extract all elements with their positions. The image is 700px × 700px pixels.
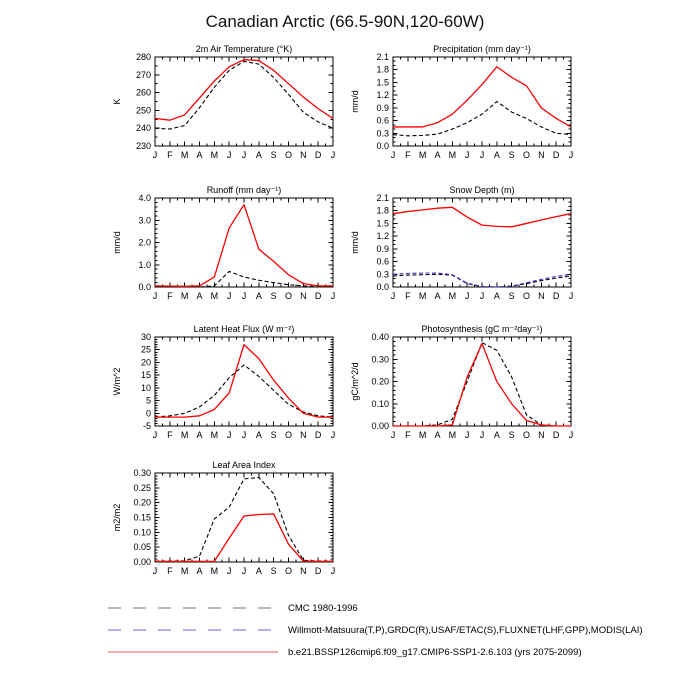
x-tick-label: J (226, 291, 232, 301)
y-tick-label: 0.10 (371, 398, 389, 409)
x-tick-label: S (270, 566, 277, 576)
chart-precipitation (338, 42, 588, 170)
x-tick-label: N (300, 430, 307, 440)
x-tick-label: J (226, 430, 232, 440)
x-tick-label: F (405, 150, 411, 160)
x-tick-label: J (152, 150, 158, 160)
y-tick-label: 270 (135, 69, 151, 80)
y-tick-label: 0.3 (376, 269, 389, 280)
x-tick-label: N (538, 291, 545, 301)
x-tick-label: J (568, 430, 574, 440)
x-tick-label: J (241, 150, 247, 160)
x-tick-label: S (270, 291, 277, 301)
x-tick-label: J (241, 566, 247, 576)
series-model (155, 205, 333, 287)
x-tick-label: O (522, 291, 531, 301)
y-tick-label: 1.2 (376, 90, 389, 101)
chart-2m-air-temperature (100, 42, 350, 170)
x-tick-label: D (314, 291, 322, 301)
y-tick-label: 260 (135, 87, 151, 98)
y-tick-label: 2.1 (376, 52, 389, 62)
y-tick-label: 0.30 (133, 468, 151, 478)
y-tick-label: 0.30 (371, 354, 389, 365)
y-tick-label: 0.05 (133, 542, 151, 553)
x-tick-label: N (538, 430, 545, 440)
x-tick-label: D (552, 291, 560, 301)
x-tick-label: J (226, 150, 232, 160)
y-tick-label: 25 (140, 344, 151, 355)
y-tick-label: 1.8 (376, 64, 389, 75)
x-tick-label: N (300, 150, 307, 160)
x-tick-label: J (330, 150, 336, 160)
plot-frame (393, 198, 571, 287)
series-model (155, 60, 333, 121)
y-tick-label: 2.1 (376, 193, 389, 203)
x-tick-label: A (255, 566, 262, 576)
chart-title: Snow Depth (m) (449, 185, 515, 195)
x-tick-label: M (180, 430, 189, 440)
series-model (155, 345, 333, 417)
series-obs (155, 61, 333, 129)
chart-runoff (100, 183, 350, 311)
x-tick-label: A (255, 430, 262, 440)
y-tick-label: 0.9 (376, 102, 389, 113)
y-tick-label: 4.0 (138, 193, 151, 203)
legend-line-dashed-blue (108, 627, 278, 633)
series-obs (155, 365, 333, 417)
x-tick-label: M (180, 150, 189, 160)
x-tick-label: O (522, 430, 531, 440)
x-tick-label: D (552, 150, 560, 160)
plot-frame (155, 473, 333, 562)
y-axis-label: mm/d (350, 231, 360, 254)
x-tick-label: J (330, 430, 336, 440)
chart-snow-depth (338, 183, 588, 311)
x-tick-label: J (330, 291, 336, 301)
x-tick-label: J (464, 291, 470, 301)
x-tick-label: A (255, 291, 262, 301)
chart-title: 2m Air Temperature (°K) (195, 44, 293, 54)
x-tick-label: J (464, 430, 470, 440)
y-axis-label: mm/d (112, 231, 122, 254)
y-tick-label: 0.10 (133, 527, 151, 538)
x-tick-label: F (167, 566, 173, 576)
x-tick-label: D (552, 430, 560, 440)
x-tick-label: M (418, 150, 427, 160)
y-tick-label: 2.0 (138, 237, 151, 248)
legend-line-solid-red (108, 649, 278, 655)
x-tick-label: M (210, 291, 219, 301)
x-tick-label: J (568, 150, 574, 160)
y-tick-label: 0.40 (371, 332, 389, 342)
figure-title: Canadian Arctic (66.5-90N,120-60W) (205, 12, 485, 31)
x-tick-label: O (522, 150, 531, 160)
y-tick-label: 0 (145, 408, 151, 419)
x-tick-label: M (418, 430, 427, 440)
x-tick-label: J (241, 291, 247, 301)
series-model (393, 67, 571, 127)
y-tick-label: 250 (135, 105, 151, 116)
x-tick-label: O (284, 150, 293, 160)
y-tick-label: 280 (135, 52, 151, 62)
x-tick-label: D (314, 430, 322, 440)
x-tick-label: J (390, 430, 396, 440)
y-tick-label: 0.6 (376, 115, 389, 126)
x-tick-label: A (434, 291, 441, 301)
y-tick-label: 0.15 (133, 512, 151, 523)
x-tick-label: M (210, 566, 219, 576)
x-tick-label: J (226, 566, 232, 576)
x-tick-label: J (330, 566, 336, 576)
legend-item-model (100, 644, 660, 660)
x-tick-label: S (508, 430, 515, 440)
chart-latent-heat-flux (100, 322, 350, 450)
x-tick-label: M (210, 430, 219, 440)
y-axis-label: K (112, 98, 122, 105)
x-tick-label: A (196, 291, 203, 301)
x-tick-label: A (196, 430, 203, 440)
y-tick-label: 1.5 (376, 77, 389, 88)
chart-title: Runoff (mm day⁻¹) (206, 185, 282, 195)
series-model (393, 344, 571, 426)
y-tick-label: 10 (140, 382, 151, 393)
x-tick-label: J (152, 291, 158, 301)
legend-label: Willmott-Matsuura(T,P),GRDC(R),USAF/ETAC(S),FLUXNET(LHF,GPP),MODIS(LAI) (288, 624, 643, 636)
y-tick-label: 0.20 (133, 497, 151, 508)
legend-item-cmc (100, 600, 660, 616)
y-tick-label: 240 (135, 123, 151, 134)
y-tick-label: 0.9 (376, 243, 389, 254)
y-tick-label: 30 (140, 332, 151, 342)
legend-label: b.e21.BSSP126cmip6.f09_g17.CMIP6-SSP1-2.6.103 (yrs 2075-2099) (288, 646, 582, 658)
x-tick-label: F (405, 430, 411, 440)
x-tick-label: A (434, 430, 441, 440)
plot-frame (155, 57, 333, 146)
chart-leaf-area-index (100, 458, 350, 586)
x-tick-label: J (152, 566, 158, 576)
x-tick-label: M (448, 150, 457, 160)
y-tick-label: -5 (142, 421, 151, 431)
series-obs (393, 343, 571, 426)
x-tick-label: A (493, 430, 500, 440)
x-tick-label: F (167, 150, 173, 160)
chart-photosynthesis (338, 322, 588, 450)
x-tick-label: J (464, 150, 470, 160)
y-tick-label: 0.00 (371, 421, 389, 431)
x-tick-label: J (390, 291, 396, 301)
y-tick-label: 5 (145, 395, 151, 406)
series-obs (155, 477, 333, 561)
y-tick-label: 0.6 (376, 256, 389, 267)
y-tick-label: 0.20 (371, 376, 389, 387)
x-tick-label: J (479, 430, 485, 440)
y-tick-label: 0.0 (376, 141, 389, 151)
x-tick-label: J (479, 291, 485, 301)
y-tick-label: 230 (135, 141, 151, 151)
series-obs (393, 102, 571, 136)
y-tick-label: 15 (140, 370, 151, 381)
x-tick-label: J (390, 150, 396, 160)
y-tick-label: 20 (140, 357, 151, 368)
y-axis-label: m2/m2 (112, 503, 122, 532)
x-tick-label: A (196, 150, 203, 160)
y-tick-label: 3.0 (138, 215, 151, 226)
x-tick-label: F (167, 291, 173, 301)
x-tick-label: D (314, 566, 322, 576)
x-tick-label: S (270, 430, 277, 440)
y-tick-label: 1.2 (376, 231, 389, 242)
x-tick-label: A (196, 566, 203, 576)
legend-item-observations (100, 622, 660, 638)
x-tick-label: A (493, 150, 500, 160)
chart-title: Photosynthesis (gC m⁻²day⁻¹) (421, 324, 543, 334)
y-tick-label: 0.0 (376, 282, 389, 292)
plot-frame (155, 198, 333, 287)
x-tick-label: O (284, 291, 293, 301)
plot-frame (393, 57, 571, 146)
x-tick-label: S (270, 150, 277, 160)
y-tick-label: 0.00 (133, 557, 151, 567)
y-axis-label: gC/m^2/d (350, 362, 360, 401)
x-tick-label: A (434, 150, 441, 160)
x-tick-label: O (284, 430, 293, 440)
legend-label: CMC 1980-1996 (288, 602, 358, 614)
y-tick-label: 1.5 (376, 218, 389, 229)
x-tick-label: A (255, 150, 262, 160)
legend (100, 600, 660, 666)
x-tick-label: N (538, 150, 545, 160)
x-tick-label: M (180, 291, 189, 301)
x-tick-label: A (493, 291, 500, 301)
x-tick-label: D (314, 150, 322, 160)
chart-title: Leaf Area Index (212, 460, 276, 470)
series-model (393, 207, 571, 227)
plot-frame (155, 337, 333, 426)
legend-line-dashed-gray (108, 605, 278, 611)
y-tick-label: 1.0 (138, 259, 151, 270)
x-tick-label: F (405, 291, 411, 301)
y-tick-label: 0.0 (138, 282, 151, 292)
x-tick-label: M (180, 566, 189, 576)
x-tick-label: J (241, 430, 247, 440)
x-tick-label: M (448, 430, 457, 440)
x-tick-label: J (479, 150, 485, 160)
y-tick-label: 0.3 (376, 128, 389, 139)
y-tick-label: 1.8 (376, 205, 389, 216)
series-model (155, 514, 333, 561)
x-tick-label: O (284, 566, 293, 576)
x-tick-label: S (508, 291, 515, 301)
x-tick-label: N (300, 566, 307, 576)
x-tick-label: M (210, 150, 219, 160)
x-tick-label: N (300, 291, 307, 301)
chart-title: Precipitation (mm day⁻¹) (433, 44, 531, 54)
x-tick-label: J (568, 291, 574, 301)
x-tick-label: F (167, 430, 173, 440)
y-axis-label: W/m^2 (112, 367, 122, 396)
y-axis-label: mm/d (350, 90, 360, 113)
plot-frame (393, 337, 571, 426)
x-tick-label: S (508, 150, 515, 160)
y-tick-label: 0.25 (133, 482, 151, 493)
x-tick-label: M (418, 291, 427, 301)
chart-title: Latent Heat Flux (W m⁻²) (193, 324, 295, 334)
x-tick-label: M (448, 291, 457, 301)
x-tick-label: J (152, 430, 158, 440)
